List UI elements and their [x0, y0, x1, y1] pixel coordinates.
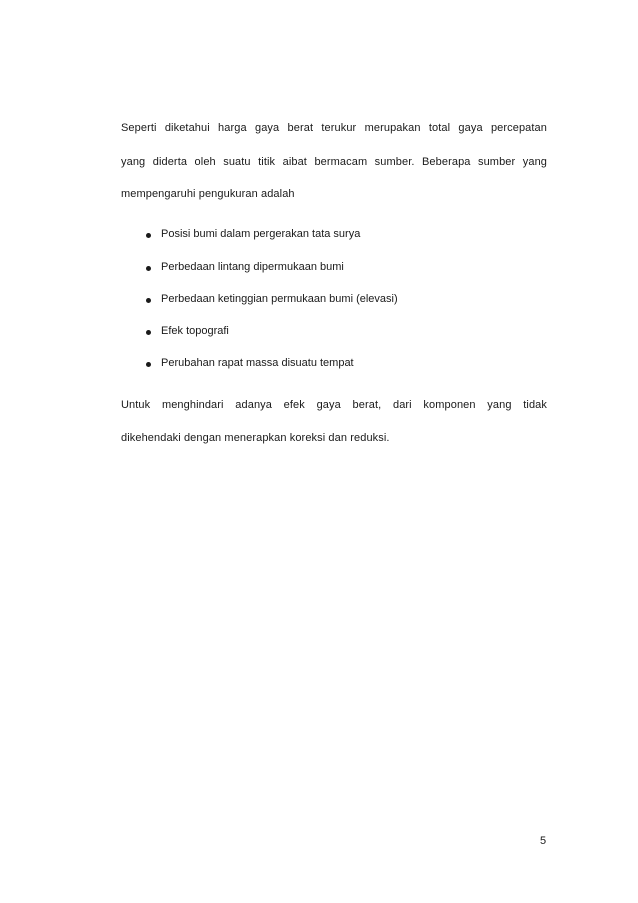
paragraph-line: mempengaruhi pengukuran adalah [121, 188, 295, 200]
bullet-icon [146, 233, 151, 238]
bullet-icon [146, 298, 151, 303]
paragraph-line: Untuk menghindari adanya efek gaya berat, dari komponen yang tidak [121, 399, 547, 411]
paragraph-line: yang diderta oleh suatu titik aibat bermacam sumber. Beberapa sumber yang [121, 156, 547, 168]
list-item-text: Perbedaan lintang dipermukaan bumi [161, 261, 344, 273]
list-item-text: Perbedaan ketinggian permukaan bumi (elevasi) [161, 293, 398, 305]
paragraph-line: Seperti diketahui harga gaya berat terukur merupakan total gaya percepatan [121, 122, 547, 134]
bullet-icon [146, 362, 151, 367]
page-number: 5 [540, 835, 547, 847]
bullet-icon [146, 266, 151, 271]
paragraph-line: dikehendaki dengan menerapkan koreksi dan reduksi. [121, 432, 390, 444]
list-item-text: Efek topografi [161, 325, 229, 337]
bullet-icon [146, 330, 151, 335]
list-item-text: Perubahan rapat massa disuatu tempat [161, 357, 354, 369]
list-item-text: Posisi bumi dalam pergerakan tata surya [161, 228, 361, 240]
